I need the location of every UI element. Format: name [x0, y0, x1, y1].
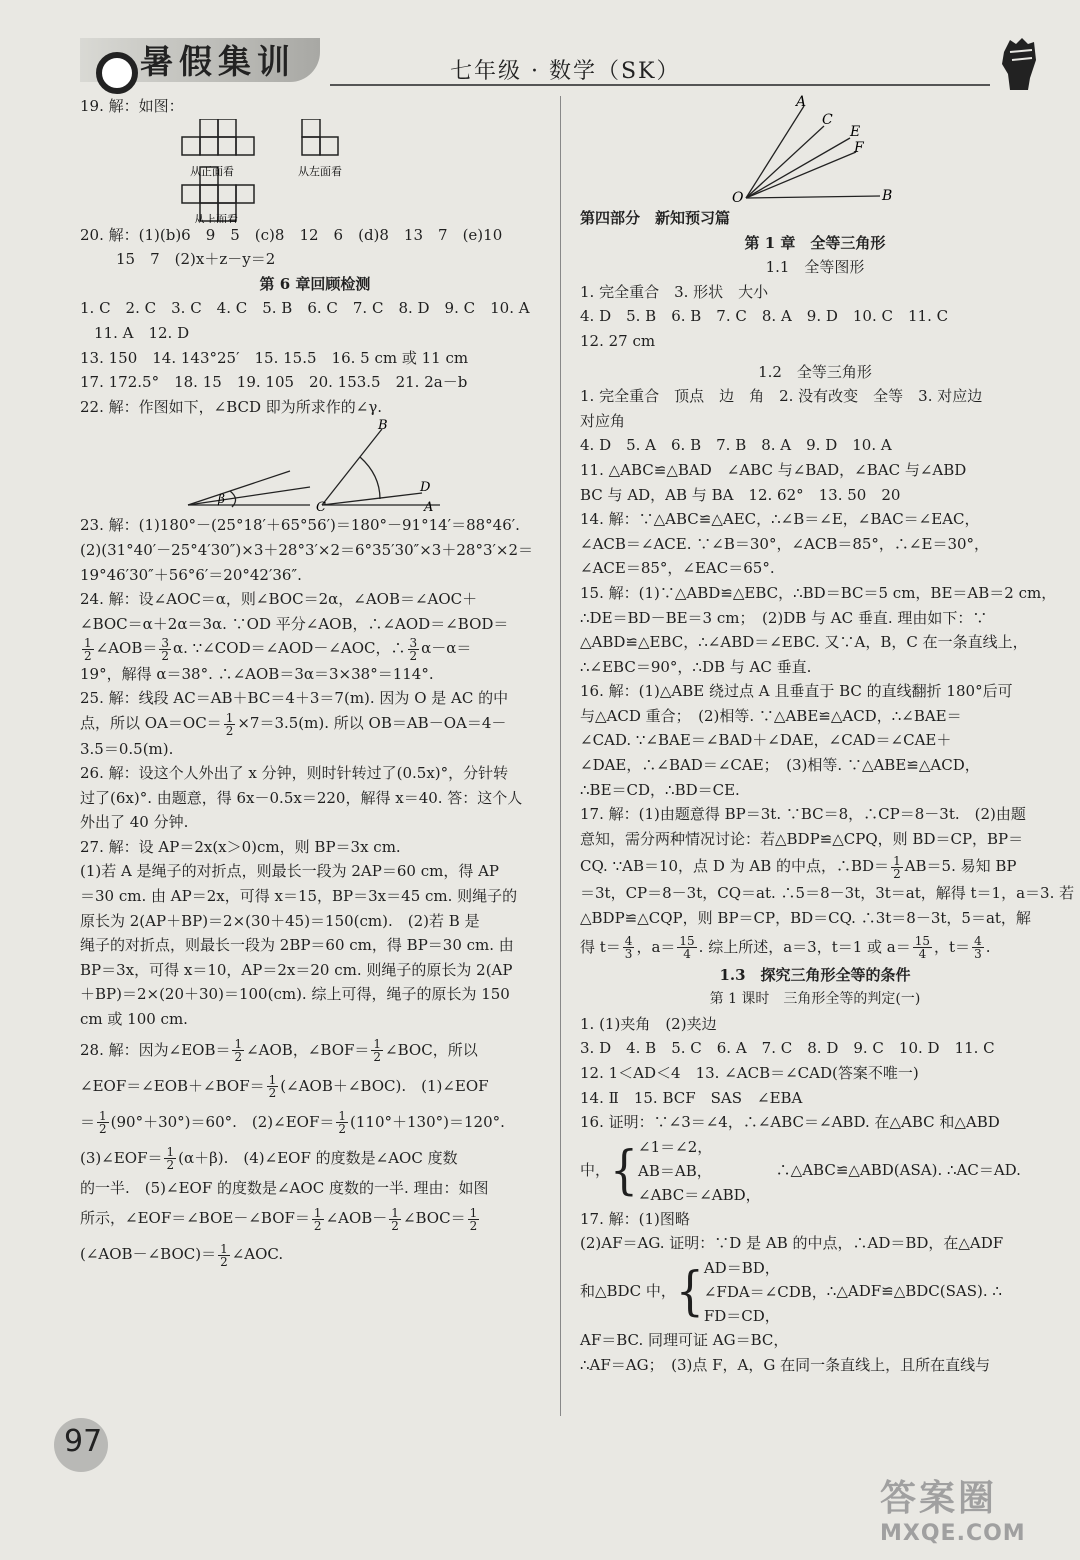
q28-line1: 28. 解：因为∠EOB＝ $\frac{1}{2}$ ∠AOB，∠BOF＝ $\frac{1}{2}$ ∠BOC，所以: [80, 1037, 478, 1065]
q22-text: 22. 解：作图如下，∠BCD 即为所求作的∠γ.: [80, 397, 383, 416]
header-rule: [330, 84, 990, 86]
q17-line2: 意知，需分两种情况讨论：若△BDP≌△CPQ，则 BD＝CP，BP＝: [580, 829, 1024, 848]
q22-label-C: C: [316, 500, 326, 514]
q19-views-svg: [80, 119, 500, 223]
q15-line2: ∴DE＝BD－BE＝3 cm； (2)DB 与 AC 垂直. 理由如下：∵: [580, 608, 988, 627]
q15-line3: △ABD≌△EBC，∴∠ABD＝∠EBC. 又∵A，B，C 在一条直线上，: [580, 633, 1028, 652]
chapter1-title: 第 1 章 全等三角形: [744, 233, 886, 252]
q22-construction-figure: [80, 419, 550, 513]
view-top-label: 从上面看: [194, 212, 238, 223]
fraction: $\frac{3}{2}$: [161, 635, 170, 663]
q14-line1: 14. 解：∵△ABC≌△AEC，∴∠B＝∠E，∠BAC＝∠EAC，: [580, 510, 980, 529]
fraction: $\frac{1}{2}$: [166, 1145, 175, 1173]
q25-line3: 3.5＝0.5(m).: [80, 739, 174, 758]
watermark-url: MXQE.COM: [880, 1521, 1026, 1546]
q22-label-A: A: [424, 500, 434, 514]
q16-line2: 与△ACD 重合； (2)相等. ∵△ABE≌△ACD，∴∠BAE＝: [580, 706, 962, 725]
s12-answers-5: BC 与 AD，AB 与 BA 12. 62° 13. 50 20: [580, 485, 901, 504]
s12-answers-2: 对应角: [580, 411, 626, 430]
angle-label-B: B: [882, 188, 893, 204]
q28-line3: ＝ $\frac{1}{2}$ (90°＋30°)＝60°. (2)∠EOF＝ $\frac{1}{2}$ (110°＋130°)＝120°.: [80, 1109, 505, 1137]
q15-line1: 15. 解：(1)∵△ABD≌△EBC，∴BD＝BC＝5 cm，BE＝AB＝2 cm，: [580, 583, 1057, 602]
fraction: $\frac{15}{4}$: [679, 934, 695, 962]
column-divider: [560, 96, 561, 1416]
view-left-label: 从左面看: [298, 164, 342, 178]
fraction: $\frac{3}{2}$: [409, 635, 418, 663]
s13-answers-2: 3. D 4. B 5. C 6. A 7. C 8. D 9. C 10. D 11. C: [580, 1039, 995, 1058]
q20-line1: 20. 解：(1)(b)6 9 5 (c)8 12 6 (d)8 13 7 (e)10: [80, 225, 503, 244]
q17-line6: 得 t＝ $\frac{4}{3}$ ，a＝ $\frac{15}{4}$ . 综上所述，a＝3，t＝1 或 a＝ $\frac{15}{4}$ ，t＝ $\frac{4}{3}$ .: [580, 934, 991, 962]
watermark-logo: 答案圈: [880, 1478, 998, 1519]
ch6-answers-4: 17. 172.5° 18. 15 19. 105 20. 153.5 21. 2a－b: [80, 373, 468, 392]
fraction: $\frac{1}{2}$: [313, 1205, 322, 1233]
q27-line7: ＋BP)＝2×(20＋30)＝100(cm). 综上可得，绳子的原长为 150: [80, 985, 510, 1004]
s13-answers-3: 12. 1＜AD＜4 13. ∠ACB＝∠CAD(答案不唯一): [580, 1064, 919, 1082]
q27-line1: 27. 解：设 AP＝2x(x＞0)cm，则 BP＝3x cm.: [80, 837, 401, 856]
q26-line2: 过了(6x)°. 由题意，得 6x－0.5x＝220，解得 x＝40. 答：这个人: [80, 788, 523, 807]
angle-label-A: A: [796, 94, 807, 110]
part4-title: 第四部分 新知预习篇: [580, 209, 731, 227]
ch6-answers-3: 13. 150 14. 143°25′ 15. 15.5 16. 5 cm 或 11 cm: [80, 348, 469, 367]
s12-answers-4: 11. △ABC≌△BAD ∠ABC 与∠BAD，∠BAC 与∠ABD: [580, 460, 967, 479]
s12-answers-3: 4. D 5. A 6. B 7. B 8. A 9. D 10. A: [580, 436, 892, 455]
q27-line5: 绳子的对折点，则最长一段为 2BP＝60 cm，得 BP＝30 cm. 由: [80, 936, 514, 955]
q27-line3: ＝30 cm. 由 AP＝2x，可得 x＝15，BP＝3x＝45 cm. 则绳子的: [80, 887, 518, 906]
q17-line1: 17. 解：(1)由题意得 BP＝3t. ∵BC＝8，∴CP＝8－3t. (2)由题: [580, 805, 1026, 824]
q28-line5: 的一半. (5)∠EOF 的度数是∠AOC 度数的一半. 理由：如图: [80, 1178, 489, 1197]
watermark: [880, 1470, 1070, 1550]
fraction: $\frac{4}{3}$: [974, 934, 982, 962]
fraction: $\frac{1}{2}$: [391, 1205, 399, 1233]
q23-line3: 19°46′30″＋56°6′＝20°42′36″.: [80, 565, 302, 584]
q28-line2: ∠EOF＝∠EOB＋∠BOF＝ $\frac{1}{2}$ (∠AOB＋∠BOC). (1)∠EOF: [80, 1073, 489, 1101]
fraction: $\frac{1}{2}$: [225, 710, 234, 738]
q24-line4: 19°，解得 α＝38°. ∴∠AOB＝3α＝3×38°＝114°.: [80, 664, 434, 683]
q17-proof-line3: AF＝BC. 同理可证 AG＝BC，: [580, 1330, 789, 1349]
view-front-label: 从正面看: [190, 164, 234, 178]
fraction: $\frac{1}{2}$: [84, 635, 92, 663]
fraction: $\frac{1}{2}$: [220, 1241, 228, 1269]
q16-proof-line1: 16. 证明：∵∠3＝∠4，∴∠ABC＝∠ABD. 在△ABC 和△ABD: [580, 1113, 1000, 1132]
section-1-1-title: 1.1 全等图形: [765, 258, 865, 277]
q24-line2: ∠BOC＝α＋2α＝3α. ∵OD 平分∠AOB，∴∠AOD＝∠BOD＝: [80, 614, 509, 633]
q25-line1: 25. 解：线段 AC＝AB＋BC＝4＋3＝7(m). 因为 O 是 AC 的中: [80, 689, 509, 708]
q22-label-D: D: [420, 480, 431, 496]
q16-proof-system: 中，{ ∠1＝∠2， AB＝AB， ∠ABC＝∠ABD， ∴△ABC≌△ABD(ASA). ∴AC＝AD.: [580, 1135, 1050, 1207]
s13-answers-1: 1. (1)夹角 (2)夹边: [580, 1014, 717, 1033]
q27-line2: (1)若 A 是绳子的对折点，则最长一段为 2AP＝60 cm，得 AP: [80, 862, 500, 881]
q19-text: 19. 解：如图：: [80, 97, 184, 115]
q16-line1: 16. 解：(1)△ABE 绕过点 A 且垂直于 BC 的直线翻折 180°后可: [580, 682, 1013, 701]
q16-line5: ∴BE＝CD，∴BD＝CE.: [580, 780, 740, 799]
ch6-answers-1: 1. C 2. C 3. C 4. C 5. B 6. C 7. C 8. D 9. C 10. A: [80, 299, 530, 318]
header-brand: 暑假集训: [140, 42, 296, 81]
q22-svg: [80, 419, 500, 513]
ch6-review-title: 第 6 章回顾检测: [259, 274, 371, 293]
fraction: $\frac{1}{2}$: [268, 1073, 277, 1101]
q23-line1: 23. 解：(1)180°－(25°18′＋65°56′)＝180°－91°14′＝88°46′.: [80, 516, 520, 535]
q22-beta: β: [218, 492, 225, 507]
ch6-answers-2: 11. A 12. D: [94, 323, 190, 342]
q27-line8: cm 或 100 cm.: [80, 1010, 188, 1029]
q17-line4: ＝3t，CP＝8－3t，CQ＝at. ∴5＝8－3t，3t＝at，解得 t＝1，a＝3. 若: [580, 884, 1075, 903]
fraction: $\frac{15}{4}$: [914, 934, 931, 962]
fraction: $\frac{1}{2}$: [99, 1109, 107, 1137]
lesson1-title: 第 1 课时 三角形全等的判定(一): [709, 991, 921, 1008]
q25-line2: 点，所以 OA＝OC＝ $\frac{1}{2}$ ×7＝3.5(m). 所以 OB＝AB－OA＝4－: [80, 710, 507, 738]
section-1-3-title: 1.3 探究三角形全等的条件: [719, 965, 911, 984]
left-column: [80, 94, 550, 1272]
brand-circle-icon: [96, 52, 138, 94]
fraction: $\frac{4}{3}$: [624, 934, 633, 962]
q22-label-B: B: [378, 419, 388, 434]
q27-line4: 原长为 2(AP＋BP)＝2×(30＋45)＝150(cm). (2)若 B 是: [80, 911, 480, 930]
s11-answers-3: 12. 27 cm: [580, 331, 656, 350]
fraction: $\frac{1}{2}$: [338, 1109, 347, 1137]
q27-line6: BP＝3x，可得 x＝10，AP＝2x＝20 cm. 则绳子的原长为 2(AP: [80, 960, 513, 979]
q19-three-views-figure: [80, 119, 550, 223]
fraction: $\frac{1}{2}$: [469, 1205, 478, 1233]
angle-label-C: C: [822, 112, 833, 128]
s13-answers-4: 14. Ⅱ 15. BCF SAS ∠EBA: [580, 1088, 803, 1107]
s12-answers-1: 1. 完全重合 顶点 边 角 2. 没有改变 全等 3. 对应边: [580, 387, 983, 406]
angle-label-F: F: [854, 140, 864, 156]
q17-proof-line2: (2)AF＝AG. 证明：∵D 是 AB 的中点，∴AD＝BD，在△ADF: [580, 1234, 1004, 1253]
section-1-2-title: 1.2 全等三角形: [758, 362, 872, 381]
fist-icon: [996, 34, 1040, 90]
q26-line1: 26. 解：设这个人外出了 x 分钟，则时针转过了(0.5x)°，分针转: [80, 764, 509, 783]
q28-line7: (∠AOB－∠BOC)＝ $\frac{1}{2}$ ∠AOC.: [80, 1241, 284, 1269]
brace: {: [610, 1139, 639, 1201]
q14-line3: ∠ACE＝85°，∠EAC＝65°.: [580, 559, 775, 578]
condition-list: AD＝BD， ∠FDA＝∠CDB， FD＝CD，: [703, 1258, 827, 1325]
q17-proof-line1: 17. 解：(1)图略: [580, 1209, 690, 1228]
angle-figure: [720, 94, 920, 206]
s11-answers-1: 1. 完全重合 3. 形状 大小: [580, 282, 769, 301]
s11-answers-2: 4. D 5. B 6. B 7. C 8. A 9. D 10. C 11. C: [580, 307, 949, 326]
fraction: $\frac{1}{2}$: [373, 1037, 382, 1065]
q26-line3: 外出了 40 分钟.: [80, 813, 189, 832]
header-subject: 七年级 · 数学（SK）: [450, 59, 681, 84]
right-column: [580, 206, 1075, 1377]
angle-label-O: O: [732, 190, 744, 206]
q24-line3: $\frac{1}{2}$ ∠AOB＝ $\frac{3}{2}$ α. ∵∠COD＝∠AOD－∠AOC，∴ $\frac{3}{2}$ α－α＝: [84, 635, 472, 663]
q17-proof-system: 和△BDC 中，{ AD＝BD， ∠FDA＝∠CDB， FD＝CD， ∴△ADF≌△BDC(SAS). ∴: [580, 1256, 1050, 1328]
q16-line4: ∠DAE，∴∠BAD＝∠CAE； (3)相等. ∵△ABE≌△ACD，: [580, 756, 980, 775]
brace: {: [675, 1260, 704, 1322]
page-number: 97: [64, 1424, 103, 1459]
condition-list: ∠1＝∠2， AB＝AB， ∠ABC＝∠ABD，: [638, 1137, 761, 1204]
q16-line3: ∠CAD. ∵∠BAE＝∠BAD＋∠DAE，∠CAD＝∠CAE＋: [580, 731, 952, 750]
q15-line4: ∴∠EBC＝90°，∴DB 与 AC 垂直.: [580, 657, 812, 676]
q28-line6: 所示，∠EOF＝∠BOE－∠BOF＝ $\frac{1}{2}$ ∠AOB－ $\frac{1}{2}$ ∠BOC＝ $\frac{1}{2}$: [80, 1205, 478, 1233]
q20-line2: 15 7 (2)x＋z－y＝2: [116, 250, 276, 269]
fraction: $\frac{1}{2}$: [893, 853, 901, 881]
q17-line3: CQ. ∵AB＝10，点 D 为 AB 的中点，∴BD＝ $\frac{1}{2}$ AB＝5. 易知 BP: [580, 853, 1017, 881]
q24-line1: 24. 解：设∠AOC＝α，则∠BOC＝2α，∠AOB＝∠AOC＋: [80, 590, 478, 609]
q28-line4: (3)∠EOF＝ $\frac{1}{2}$ (α＋β). (4)∠EOF 的度数是∠AOC 度数: [80, 1145, 458, 1173]
angle-label-E: E: [850, 124, 861, 140]
q14-line2: ∠ACB＝∠ACE. ∵∠B＝30°，∠ACB＝85°，∴∠E＝30°，: [580, 534, 990, 553]
q23-line2: (2)(31°40′－25°4′30″)×3＋28°3′×2＝6°35′30″×3＋28°3′×2＝: [80, 540, 534, 559]
q17-proof-line4: ∴AF＝AG； (3)点 F，A，G 在同一条直线上，且所在直线与: [580, 1355, 991, 1374]
fraction: $\frac{1}{2}$: [234, 1037, 243, 1065]
q17-line5: △BDP≌△CQP，则 BP＝CP，BD＝CQ. ∴3t＝8－3t，5＝at，解: [580, 909, 1031, 928]
